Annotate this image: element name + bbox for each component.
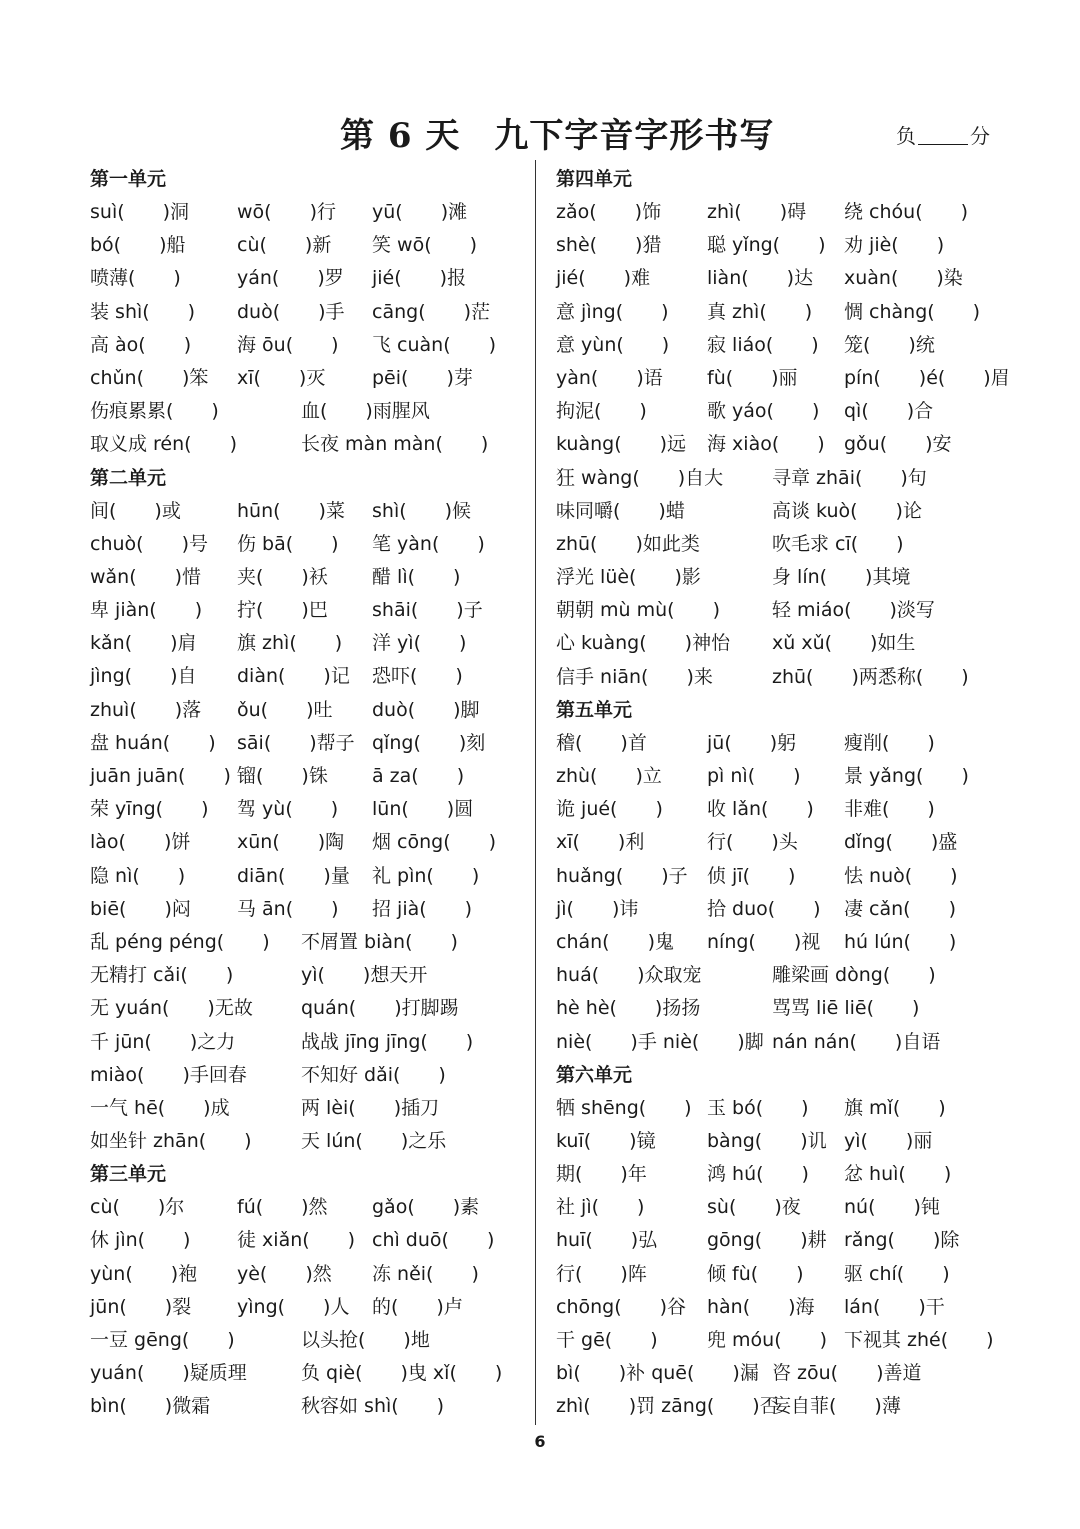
exercise-item: 海 ōu( ) bbox=[237, 333, 339, 356]
exercise-item: gǒu( )安 bbox=[844, 433, 952, 456]
exercise-row bbox=[556, 594, 996, 627]
exercise-item: 无精打 cǎi( ) bbox=[90, 964, 234, 987]
exercise-item: yuán( )疑质理 bbox=[90, 1362, 247, 1385]
exercise-item: 味同嚼( )蜡 bbox=[556, 499, 685, 522]
exercise-item: zhū( )两悉称( ) bbox=[772, 665, 969, 688]
exercise-item: 醋 lì( ) bbox=[372, 565, 461, 588]
exercise-item: chì duō( ) bbox=[372, 1229, 495, 1252]
exercise-item: duò( )手 bbox=[237, 300, 345, 323]
exercise-item: 干 gē( ) bbox=[556, 1329, 658, 1351]
exercise-item: 笔 yàn( ) bbox=[372, 532, 485, 555]
exercise-row bbox=[90, 1291, 520, 1324]
exercise-row bbox=[556, 395, 996, 428]
exercise-row bbox=[556, 428, 996, 461]
exercise-row bbox=[90, 1092, 520, 1125]
exercise-row bbox=[90, 1191, 520, 1224]
exercise-row bbox=[90, 1026, 520, 1059]
exercise-row bbox=[90, 1324, 520, 1357]
exercise-item: gōng( )耕 bbox=[707, 1229, 827, 1252]
exercise-item: 徒 xiǎn( ) bbox=[237, 1229, 356, 1252]
exercise-row bbox=[90, 793, 520, 826]
exercise-row bbox=[556, 1390, 996, 1423]
exercise-item: 惆 chàng( ) bbox=[844, 300, 981, 323]
exercise-row bbox=[556, 727, 996, 760]
exercise-item: yìng( )人 bbox=[237, 1295, 350, 1318]
score-field bbox=[896, 120, 990, 149]
exercise-row bbox=[90, 196, 520, 229]
exercise-row bbox=[556, 196, 996, 229]
exercise-item: 夹( )袄 bbox=[237, 565, 328, 588]
exercise-item: 非难( ) bbox=[844, 798, 935, 821]
exercise-item: 笼( )统 bbox=[844, 333, 935, 356]
exercise-row bbox=[90, 1357, 520, 1390]
exercise-row bbox=[556, 826, 996, 859]
exercise-item: pēi( )芽 bbox=[372, 366, 473, 389]
exercise-item: jié( )难 bbox=[556, 267, 651, 290]
exercise-item: huá( )众取宠 bbox=[556, 964, 702, 987]
exercise-row bbox=[556, 495, 996, 528]
exercise-row bbox=[90, 594, 520, 627]
unit-heading: 第三单元 bbox=[90, 1163, 167, 1186]
exercise-item: 行( )阵 bbox=[556, 1262, 647, 1285]
page-title bbox=[340, 108, 774, 157]
exercise-item: 兜 móu( ) bbox=[707, 1329, 828, 1351]
exercise-item: yùn( )袍 bbox=[90, 1262, 198, 1285]
exercise-item: 意 jìng( ) bbox=[556, 300, 669, 323]
exercise-row bbox=[90, 727, 520, 760]
exercise-item: 如坐针 zhān( ) bbox=[90, 1130, 252, 1153]
exercise-item: ā za( ) bbox=[372, 765, 465, 787]
right-column bbox=[556, 163, 1010, 1424]
unit-heading: 第四单元 bbox=[556, 168, 633, 190]
exercise-row bbox=[90, 694, 520, 727]
exercise-item: qǐng( )刻 bbox=[372, 731, 486, 754]
exercise-row bbox=[556, 1258, 996, 1291]
exercise-item: 轻 miáo( )淡写 bbox=[772, 599, 935, 622]
exercise-item: 乱 péng péng( ) bbox=[90, 930, 270, 953]
exercise-row bbox=[90, 262, 520, 295]
exercise-item: 喷薄( ) bbox=[90, 267, 181, 290]
exercise-row bbox=[90, 826, 520, 859]
exercise-row bbox=[556, 1191, 996, 1224]
exercise-row bbox=[556, 627, 996, 660]
exercise-item: pì nì( ) bbox=[707, 765, 801, 787]
exercise-item: zhū( )如此类 bbox=[556, 532, 700, 555]
exercise-item: huǎng( )子 bbox=[556, 864, 688, 887]
exercise-row bbox=[90, 1258, 520, 1291]
exercise-item: sāi( )帮子 bbox=[237, 731, 355, 754]
exercise-item: 意 yùn( ) bbox=[556, 333, 670, 356]
exercise-item: hūn( )菜 bbox=[237, 499, 345, 522]
exercise-item: zǎo( )饰 bbox=[556, 201, 662, 223]
exercise-item: zhì( )罚 zāng( )否 bbox=[556, 1395, 779, 1418]
exercise-row bbox=[556, 1092, 996, 1125]
exercise-item: chǔn( )笨 bbox=[90, 366, 209, 389]
exercise-row bbox=[556, 1026, 996, 1059]
exercise-row bbox=[556, 959, 996, 992]
exercise-item: hàn( )海 bbox=[707, 1295, 815, 1318]
exercise-row bbox=[90, 760, 520, 793]
unit-heading: 第六单元 bbox=[556, 1063, 633, 1086]
exercise-row bbox=[556, 760, 996, 793]
exercise-item: lào( )饼 bbox=[90, 831, 191, 854]
exercise-row bbox=[556, 1324, 996, 1357]
exercise-item: yū( )滩 bbox=[372, 201, 468, 223]
exercise-item: 隐 nì( ) bbox=[90, 864, 186, 887]
exercise-item: juān juān( ) bbox=[90, 765, 231, 787]
exercise-item: 高谈 kuò( )论 bbox=[772, 499, 922, 522]
exercise-row bbox=[556, 329, 996, 362]
exercise-item: shì( )候 bbox=[372, 499, 472, 522]
score-suffix: 分 bbox=[970, 124, 990, 148]
exercise-item: fù( )丽 bbox=[707, 366, 798, 389]
exercise-item: 不屑置 biàn( ) bbox=[301, 930, 458, 953]
exercise-item: 负 qiè( )曳 xǐ( ) bbox=[301, 1362, 503, 1385]
exercise-item: 朝朝 mù mù( ) bbox=[556, 599, 721, 622]
exercise-item: 下视其 zhé( ) bbox=[844, 1329, 994, 1351]
exercise-item: yè( )然 bbox=[237, 1262, 332, 1285]
exercise-item: 飞 cuàn( ) bbox=[372, 333, 497, 356]
exercise-row bbox=[90, 893, 520, 926]
exercise-item: 盘 huán( ) bbox=[90, 731, 216, 754]
column-divider bbox=[535, 160, 536, 1425]
exercise-item: 倾 fù( ) bbox=[707, 1262, 804, 1285]
exercise-item: 聪 yǐng( ) bbox=[707, 234, 826, 257]
exercise-item: 诡 jué( ) bbox=[556, 798, 663, 821]
exercise-row bbox=[90, 395, 520, 428]
exercise-row bbox=[90, 296, 520, 329]
exercise-item: 凄 cǎn( ) bbox=[844, 897, 956, 920]
exercise-item: 社 jì( ) bbox=[556, 1196, 645, 1219]
exercise-item: chán( )鬼 bbox=[556, 930, 674, 953]
exercise-item: 战战 jīng jīng( ) bbox=[301, 1030, 474, 1053]
exercise-item: huī( )弘 bbox=[556, 1229, 658, 1252]
unit-heading: 第一单元 bbox=[90, 168, 167, 190]
exercise-row bbox=[90, 1390, 520, 1423]
exercise-item: bìn( )微霜 bbox=[90, 1395, 211, 1418]
exercise-item: 心 kuàng( )神怡 bbox=[556, 632, 731, 655]
exercise-item: 无 yuán( )无故 bbox=[90, 997, 253, 1020]
exercise-item: 礼 pìn( ) bbox=[372, 864, 480, 887]
exercise-item: 驱 chí( ) bbox=[844, 1262, 950, 1285]
exercise-item: 骂骂 liē liē( ) bbox=[772, 997, 920, 1020]
exercise-row bbox=[90, 1224, 520, 1257]
exercise-item: 镏( )铢 bbox=[237, 765, 328, 787]
exercise-item: shè( )猎 bbox=[556, 234, 662, 257]
exercise-row bbox=[556, 1125, 996, 1158]
exercise-item: 驾 yù( ) bbox=[237, 798, 339, 821]
exercise-item: wǎn( )惜 bbox=[90, 565, 202, 588]
exercise-item: jūn( )裂 bbox=[90, 1295, 192, 1318]
exercise-item: sù( )夜 bbox=[707, 1196, 801, 1219]
exercise-item: 笑 wō( ) bbox=[372, 234, 478, 257]
exercise-row bbox=[90, 528, 520, 561]
exercise-item: jié( )报 bbox=[372, 267, 467, 290]
exercise-item: suì( )洞 bbox=[90, 201, 190, 223]
exercise-row bbox=[90, 992, 520, 1025]
exercise-item: 拘泥( ) bbox=[556, 400, 647, 423]
exercise-row bbox=[556, 561, 996, 594]
exercise-row bbox=[556, 362, 1010, 395]
exercise-item: diān( )量 bbox=[237, 864, 350, 887]
exercise-item: chōng( )谷 bbox=[556, 1295, 687, 1318]
exercise-item: 烟 cōng( ) bbox=[372, 831, 497, 854]
exercise-row bbox=[556, 992, 996, 1025]
exercise-item: liàn( )达 bbox=[707, 267, 814, 290]
exercise-item: kuī( )镜 bbox=[556, 1129, 656, 1152]
exercise-item: 浮光 lüè( )影 bbox=[556, 566, 701, 589]
exercise-item: gǎo( )素 bbox=[372, 1196, 480, 1219]
exercise-item: yán( )罗 bbox=[237, 267, 344, 290]
exercise-item: cāng( )茫 bbox=[372, 300, 491, 323]
exercise-item: 伤痕累累( ) bbox=[90, 400, 219, 423]
exercise-item: bàng( )讥 bbox=[707, 1129, 827, 1152]
exercise-item: 伤 bā( ) bbox=[237, 532, 339, 555]
exercise-item: 长夜 màn màn( ) bbox=[301, 433, 489, 456]
exercise-item: 吹毛求 cī( ) bbox=[772, 532, 904, 555]
exercise-item: 天 lún( )之乐 bbox=[301, 1130, 447, 1153]
exercise-item: shāi( )子 bbox=[372, 599, 483, 622]
exercise-item: 雕梁画 dòng( ) bbox=[772, 964, 936, 987]
exercise-item: 取义成 rén( ) bbox=[90, 433, 237, 456]
exercise-row bbox=[556, 860, 996, 893]
exercise-item: 一豆 gēng( ) bbox=[90, 1329, 235, 1351]
exercise-item: biē( )闷 bbox=[90, 897, 191, 920]
exercise-item: 歌 yáo( ) bbox=[707, 400, 820, 423]
exercise-item: 冻 něi( ) bbox=[372, 1262, 479, 1285]
exercise-item: 稽( )首 bbox=[556, 731, 647, 754]
exercise-row bbox=[556, 926, 996, 959]
exercise-item: xūn( )陶 bbox=[237, 831, 345, 854]
exercise-item: ǒu( )吐 bbox=[237, 698, 333, 721]
score-blank bbox=[918, 144, 968, 145]
exercise-item: 马 ān( ) bbox=[237, 897, 339, 920]
exercise-row bbox=[90, 229, 520, 262]
exercise-item: kǎn( )肩 bbox=[90, 632, 197, 655]
exercise-item: 牺 shēng( ) bbox=[556, 1096, 692, 1119]
score-prefix: 负 bbox=[896, 124, 916, 148]
exercise-item: 旗 zhì( ) bbox=[237, 632, 343, 655]
exercise-row bbox=[556, 296, 996, 329]
exercise-row bbox=[90, 1125, 520, 1158]
exercise-item: xī( )灭 bbox=[237, 366, 326, 389]
exercise-item: 以头抢( )地 bbox=[301, 1329, 430, 1351]
exercise-item: 真 zhì( ) bbox=[707, 300, 813, 323]
exercise-item: 不知好 dǎi( ) bbox=[301, 1063, 446, 1086]
exercise-row bbox=[90, 495, 520, 528]
exercise-item: duò( )脚 bbox=[372, 698, 480, 721]
exercise-item: lūn( )圆 bbox=[372, 798, 474, 821]
exercise-item: diàn( )记 bbox=[237, 665, 350, 688]
exercise-item: wō( )行 bbox=[237, 201, 336, 223]
exercise-item: jū( )躬 bbox=[707, 731, 797, 754]
exercise-item: quán( )打脚踢 bbox=[301, 997, 459, 1020]
exercise-item: 妄自菲( )薄 bbox=[772, 1395, 901, 1418]
exercise-item: xuàn( )染 bbox=[844, 267, 963, 290]
exercise-row bbox=[556, 1357, 996, 1390]
exercise-item: 鸿 hú( ) bbox=[707, 1163, 809, 1186]
exercise-item: 招 jià( ) bbox=[372, 897, 473, 920]
exercise-item: jì( )讳 bbox=[556, 897, 639, 920]
exercise-row bbox=[90, 926, 520, 959]
title-text: 九下字音字形书写 bbox=[494, 116, 775, 156]
exercise-item: yàn( )语 bbox=[556, 366, 663, 389]
exercise-item: cù( )尔 bbox=[90, 1196, 185, 1219]
exercise-item: 旗 mǐ( ) bbox=[844, 1096, 946, 1119]
exercise-item: 寻章 zhāi( )句 bbox=[772, 466, 927, 489]
exercise-item: hè hè( )扬扬 bbox=[556, 997, 701, 1020]
exercise-item: 劝 jiè( ) bbox=[844, 234, 945, 257]
exercise-item: 狂 wàng( )自大 bbox=[556, 466, 724, 489]
exercise-item: niè( )手 niè( )脚 bbox=[556, 1030, 764, 1053]
exercise-row bbox=[556, 462, 996, 495]
left-column bbox=[90, 163, 520, 1424]
exercise-item: 玉 bó( ) bbox=[707, 1096, 809, 1119]
exercise-row bbox=[556, 262, 996, 295]
exercise-item: nú( )钝 bbox=[844, 1196, 940, 1219]
exercise-item: cù( )新 bbox=[237, 234, 332, 257]
exercise-item: jìng( )自 bbox=[90, 665, 197, 688]
exercise-item: 的( )卢 bbox=[372, 1295, 463, 1318]
page-number: 6 bbox=[534, 1432, 546, 1451]
exercise-item: 信手 niān( )来 bbox=[556, 665, 713, 688]
exercise-item: zhì( )碍 bbox=[707, 201, 807, 223]
exercise-item: 千 jūn( )之力 bbox=[90, 1030, 236, 1053]
exercise-item: 海 xiào( ) bbox=[707, 433, 825, 456]
exercise-item: 荣 yīng( ) bbox=[90, 798, 209, 821]
exercise-item: 行( )头 bbox=[707, 831, 798, 854]
exercise-item: níng( )视 bbox=[707, 930, 821, 953]
exercise-row bbox=[556, 528, 996, 561]
exercise-item: rǎng( )除 bbox=[844, 1229, 960, 1252]
exercise-item: 期( )年 bbox=[556, 1163, 647, 1186]
exercise-item: nán nán( )自语 bbox=[772, 1030, 941, 1053]
exercise-row bbox=[556, 893, 996, 926]
exercise-item: 血( )雨腥风 bbox=[301, 400, 430, 423]
exercise-item: yì( )丽 bbox=[844, 1129, 933, 1152]
exercise-item: zhuì( )落 bbox=[90, 698, 202, 721]
exercise-item: 装 shì( ) bbox=[90, 300, 196, 323]
exercise-item: bì( )补 quē( )漏 bbox=[556, 1362, 759, 1385]
exercise-row bbox=[90, 959, 520, 992]
exercise-item: 绕 chóu( ) bbox=[844, 201, 969, 223]
exercise-item: 两 lèi( )插刀 bbox=[301, 1096, 440, 1119]
exercise-item: fú( )然 bbox=[237, 1196, 328, 1219]
exercise-row bbox=[90, 660, 520, 693]
exercise-item: 咨 zōu( )善道 bbox=[772, 1362, 922, 1385]
exercise-item: xī( )利 bbox=[556, 831, 645, 854]
unit-heading: 第五单元 bbox=[556, 698, 633, 721]
exercise-item: 一气 hē( )成 bbox=[90, 1096, 230, 1119]
exercise-row bbox=[90, 1059, 520, 1092]
exercise-item: 间( )或 bbox=[90, 499, 181, 522]
exercise-item: zhù( )立 bbox=[556, 765, 662, 787]
exercise-row bbox=[90, 860, 520, 893]
exercise-item: lán( )干 bbox=[844, 1295, 945, 1318]
exercise-item: 寂 liáo( ) bbox=[707, 333, 819, 356]
exercise-item: 怯 nuò( ) bbox=[844, 864, 958, 887]
exercise-item: chuò( )号 bbox=[90, 532, 208, 555]
exercise-item: 忿 huì( ) bbox=[844, 1163, 952, 1186]
exercise-item: 景 yǎng( ) bbox=[844, 765, 969, 787]
exercise-item: 秋容如 shì( ) bbox=[301, 1395, 445, 1418]
exercise-row bbox=[90, 329, 520, 362]
exercise-item: qì( )合 bbox=[844, 400, 934, 423]
exercise-item: 卑 jiàn( ) bbox=[90, 599, 203, 622]
exercise-item: kuàng( )远 bbox=[556, 433, 687, 456]
exercise-item: hú lún( ) bbox=[844, 930, 957, 953]
unit-heading: 第二单元 bbox=[90, 466, 167, 489]
exercise-row bbox=[90, 362, 520, 395]
exercise-item: 高 ào( ) bbox=[90, 333, 192, 356]
day-label: 第 6 天 bbox=[340, 116, 461, 156]
exercise-row bbox=[556, 229, 996, 262]
exercise-item: 收 lǎn( ) bbox=[707, 798, 814, 821]
exercise-item: 洋 yì( ) bbox=[372, 632, 467, 655]
exercise-item: pín( )é( )眉 bbox=[844, 366, 1010, 389]
exercise-row bbox=[556, 1291, 996, 1324]
exercise-row bbox=[90, 428, 520, 461]
exercise-item: 瘦削( ) bbox=[844, 731, 935, 754]
exercise-item: bó( )船 bbox=[90, 234, 186, 257]
exercise-row bbox=[556, 793, 996, 826]
exercise-row bbox=[90, 627, 520, 660]
exercise-row bbox=[556, 1224, 996, 1257]
exercise-item: 拧( )巴 bbox=[237, 599, 328, 622]
exercise-item: 侦 jī( ) bbox=[707, 864, 796, 887]
exercise-item: 身 lín( )其境 bbox=[772, 566, 911, 589]
exercise-item: xǔ xǔ( )如生 bbox=[772, 632, 916, 655]
exercise-item: 恐吓( ) bbox=[372, 665, 463, 688]
exercise-item: 拾 duo( ) bbox=[707, 897, 821, 920]
exercise-row bbox=[556, 1158, 996, 1191]
exercise-row bbox=[556, 661, 996, 694]
exercise-item: 休 jìn( ) bbox=[90, 1229, 191, 1252]
exercise-row bbox=[90, 561, 520, 594]
exercise-item: dǐng( )盛 bbox=[844, 831, 958, 854]
exercise-item: miào( )手回春 bbox=[90, 1063, 247, 1086]
exercise-item: yì( )想天开 bbox=[301, 964, 428, 987]
